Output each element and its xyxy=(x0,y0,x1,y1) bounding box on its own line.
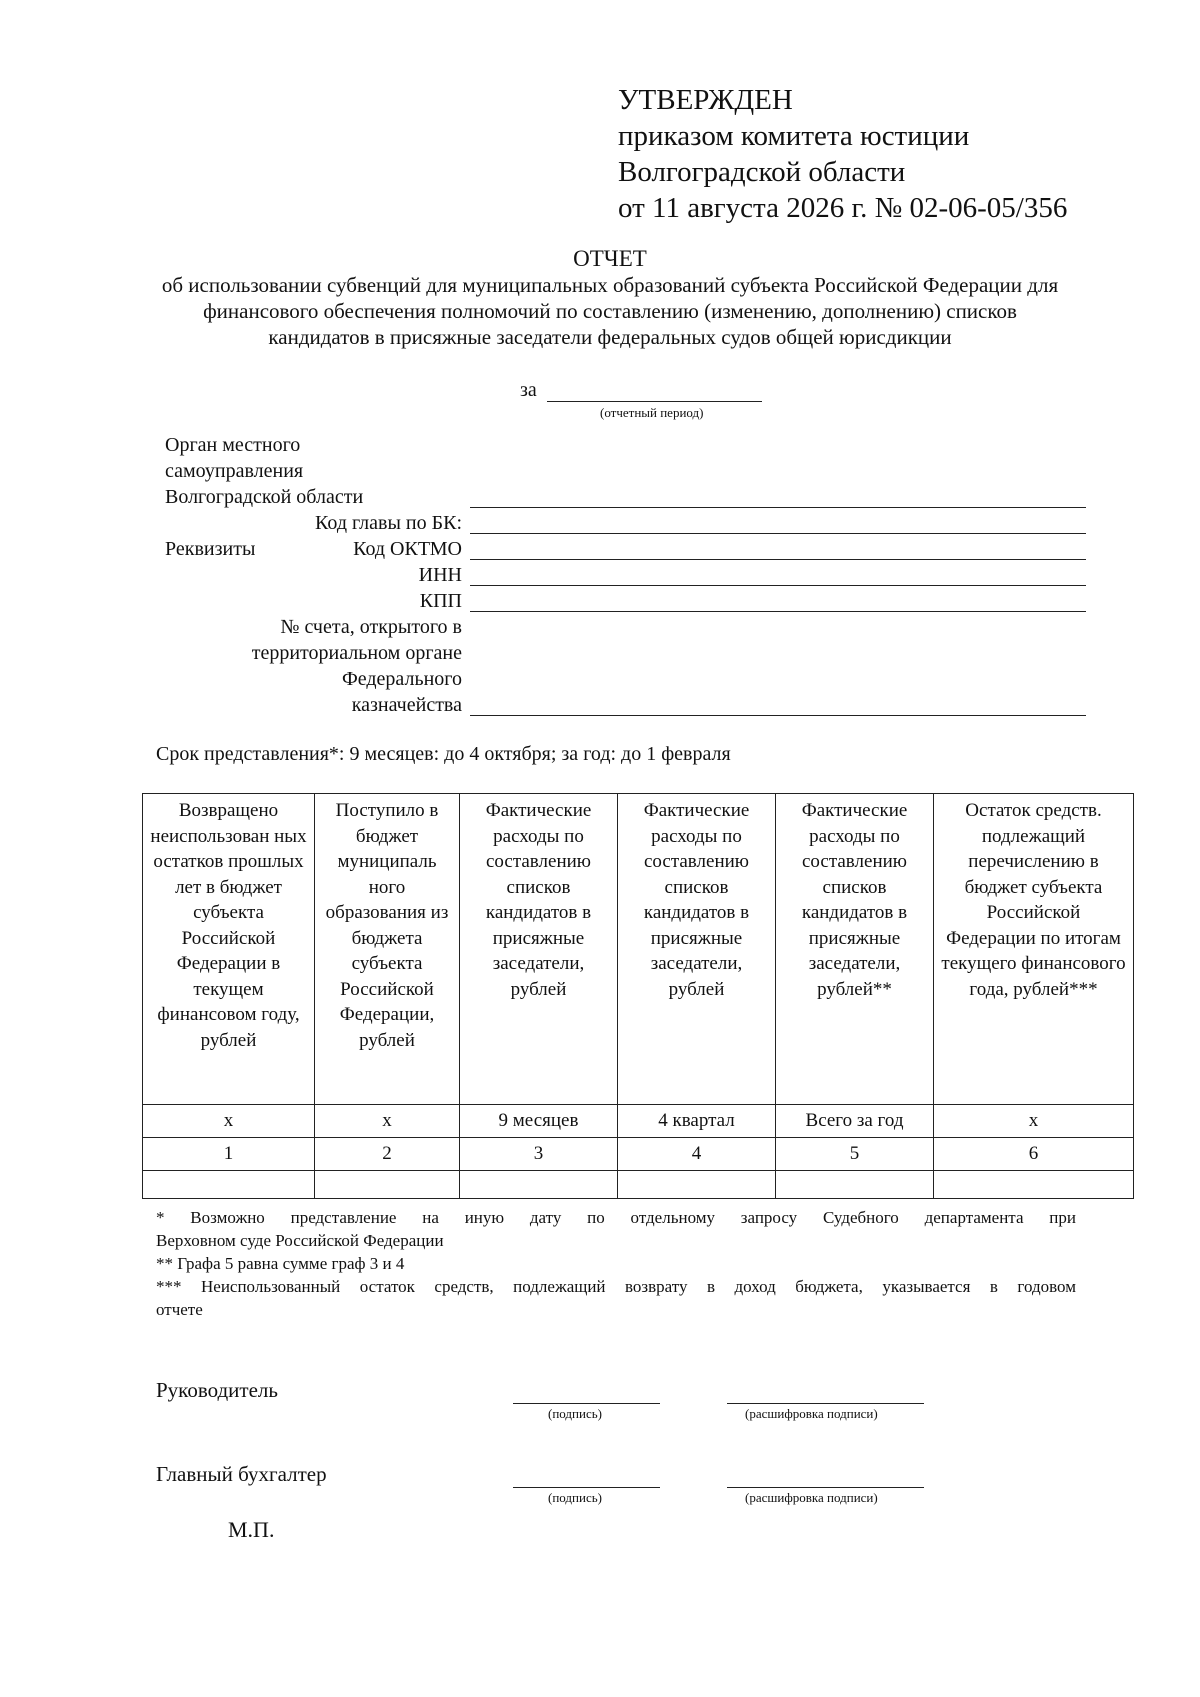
org-label-line2: самоуправления xyxy=(165,460,304,482)
column-number-2: 2 xyxy=(315,1138,460,1171)
column-number-4: 4 xyxy=(618,1138,776,1171)
stamp-place: М.П. xyxy=(228,1517,275,1542)
account-label-line3: Федерального xyxy=(341,668,462,690)
head-label: Руководитель xyxy=(156,1378,278,1402)
data-cell-5[interactable] xyxy=(776,1171,934,1199)
kpp-field-line[interactable] xyxy=(470,611,1086,612)
report-table xyxy=(142,793,1134,1199)
data-cell-4[interactable] xyxy=(618,1171,776,1199)
data-cell-3[interactable] xyxy=(460,1171,618,1199)
subheader-cell-3: 9 месяцев xyxy=(460,1105,618,1138)
footnote-1-continued: Верховном суде Российской Федерации xyxy=(156,1231,444,1250)
column-number-5: 5 xyxy=(776,1138,934,1171)
header-cell-3: Фактические расходы по составлению списков кандидатов в присяжные заседатели, рублей xyxy=(460,794,618,1105)
subheader-cell-2: х xyxy=(315,1105,460,1138)
footnote-2: ** Графа 5 равна сумме граф 3 и 4 xyxy=(156,1254,405,1273)
subheader-cell-4: 4 квартал xyxy=(618,1105,776,1138)
data-cell-1[interactable] xyxy=(143,1171,315,1199)
approval-order: приказом комитета юстиции xyxy=(618,120,970,152)
column-number-3: 3 xyxy=(460,1138,618,1171)
head-decode-line[interactable] xyxy=(727,1403,924,1404)
data-cell-2[interactable] xyxy=(315,1171,460,1199)
period-blank-line[interactable] xyxy=(547,401,762,402)
oktmo-label: Код ОКТМО xyxy=(353,538,462,560)
report-subtitle: об использовании субвенций для муниципальных образований субъекта Российской Федерации для финансового обеспечения полномочий по составлению (изменению, дополнению) списков кандидатов в присяжные заседатели федеральных судов общей юрисдикции xyxy=(161,273,1059,349)
org-label-line3: Волгоградской области xyxy=(165,486,364,508)
subheader-cell-6: х xyxy=(934,1105,1134,1138)
approval-date-number: от 11 августа 2026 г. № 02-06-05/356 xyxy=(618,192,1068,224)
account-label-line2: территориальном органе xyxy=(251,642,462,664)
oktmo-field-line[interactable] xyxy=(470,559,1086,560)
approval-title: УТВЕРЖДЕН xyxy=(618,84,793,116)
bk-code-field-line[interactable] xyxy=(470,533,1086,534)
column-number-6: 6 xyxy=(934,1138,1134,1171)
period-prefix: за xyxy=(520,379,537,401)
account-label-line1: № счета, открытого в xyxy=(280,616,462,638)
head-signature-hint: (подпись) xyxy=(548,1406,602,1421)
accountant-signature-line[interactable] xyxy=(513,1487,660,1488)
header-cell-4: Фактические расходы по составлению списков кандидатов в присяжные заседатели, рублей xyxy=(618,794,776,1105)
account-field-line[interactable] xyxy=(470,715,1086,716)
footnote-3: *** Неиспользованный остаток средств, подлежащий возврату в доход бюджета, указывается в годовом xyxy=(156,1277,1076,1296)
table-row xyxy=(143,1171,1134,1199)
period-hint: (отчетный период) xyxy=(600,405,704,420)
approval-region: Волгоградской области xyxy=(618,156,906,188)
subheader-cell-1: х xyxy=(143,1105,315,1138)
accountant-decode-hint: (расшифровка подписи) xyxy=(745,1490,878,1505)
accountant-signature-hint: (подпись) xyxy=(548,1490,602,1505)
head-decode-hint: (расшифровка подписи) xyxy=(745,1406,878,1421)
accountant-label: Главный бухгалтер xyxy=(156,1462,327,1486)
footnote-3-continued: отчете xyxy=(156,1300,203,1319)
column-number-1: 1 xyxy=(143,1138,315,1171)
bk-code-label: Код главы по БК: xyxy=(315,512,462,534)
accountant-decode-line[interactable] xyxy=(727,1487,924,1488)
header-cell-2: Поступило в бюджет муниципаль ного образования из бюджета субъекта Российской Федерации, рублей xyxy=(315,794,460,1105)
table-header-row xyxy=(143,794,1134,1105)
header-cell-5: Фактические расходы по составлению списков кандидатов в присяжные заседатели, рублей** xyxy=(776,794,934,1105)
footnote-1: * Возможно представление на иную дату по отдельному запросу Судебного департамента при xyxy=(156,1208,1076,1227)
inn-label: ИНН xyxy=(418,564,462,586)
kpp-label: КПП xyxy=(419,590,462,612)
approval-block xyxy=(618,82,1067,226)
subheader-cell-5: Всего за год xyxy=(776,1105,934,1138)
org-label-line1: Орган местного xyxy=(165,434,301,456)
deadline-text: Срок представления*: 9 месяцев: до 4 октября; за год: до 1 февраля xyxy=(156,743,731,765)
data-cell-6[interactable] xyxy=(934,1171,1134,1199)
header-cell-1: Возвращено неиспользован ных остатков прошлых лет в бюджет субъекта Российской Федерации в текущем финансовом году, рублей xyxy=(143,794,315,1105)
account-label-line4: казначейства xyxy=(351,694,462,716)
requisites-label: Реквизиты xyxy=(165,538,256,560)
table-column-numbers-row xyxy=(143,1138,1134,1171)
header-cell-6: Остаток средств. подлежащий перечислению в бюджет субъекта Российской Федерации по итогам текущего финансового года, рублей*** xyxy=(934,794,1134,1105)
report-title: ОТЧЕТ xyxy=(573,246,647,271)
table-subheader-row xyxy=(143,1105,1134,1138)
org-field-line[interactable] xyxy=(470,507,1086,508)
head-signature-line[interactable] xyxy=(513,1403,660,1404)
inn-field-line[interactable] xyxy=(470,585,1086,586)
report-period xyxy=(520,379,537,402)
